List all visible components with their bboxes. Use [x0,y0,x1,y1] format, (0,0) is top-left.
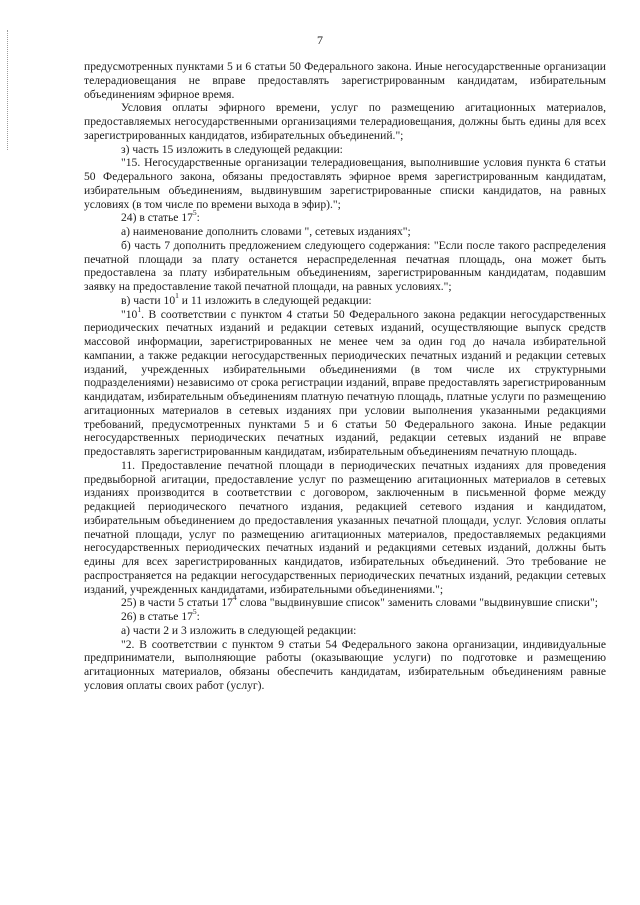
paragraph-13: а) части 2 и 3 изложить в следующей редакции: [121,623,357,637]
paragraph-1: предусмотренных пунктами 5 и 6 статьи 50 Федерального закона. Иные негосударственные организации телерадиовещания не вправе предоставлять зарегистрированным кандидатам, избирательным объединениям эфирное время. [84,60,606,101]
paragraph-11: 25) в части 5 статьи $17^4$ слова "выдвинувшие список" заменить словами "выдвинувшие списки"; [121,593,598,610]
page-number: 7 [317,33,323,47]
paragraph-3: з) часть 15 изложить в следующей редакции: [121,142,343,156]
paragraph-7: б) часть 7 дополнить предложением следующего содержания: "Если после такого распределения печатной площади за плату останется нераспределенная печатная площадь, она может быть предоставлена за плату избирательным объединениям, зарегистрированным кандидатам, подавшим заявку на предоставление такой печатной площади, на равных условиях."; [84,238,606,293]
paragraph-12: 26) в статье $17^5$: [121,607,200,623]
paragraph-2: Условия оплаты эфирного времени, услуг по размещению агитационных материалов, предоставляемых негосударственными организациями телерадиовещания, должны быть едины для всех зарегистрированных кандидатов, избирательных объединений."; [84,101,606,142]
paragraph-8: в) части $10^1$ и 11 изложить в следующей редакции: [121,290,372,307]
document-body [84,60,606,693]
paragraph-14: "2. В соответствии с пунктом 9 статьи 54 Федерального закона организации, индивидуальные предприниматели, выполняющие работы (оказывающие услуги) по подготовке и размещению агитационных материалов, обязаны обеспечить кандидатам, избирательным объединениям равные условия оплаты своих работ (услуг). [84,637,606,692]
paragraph-6: а) наименование дополнить словами ", сетевых изданиях"; [121,225,411,238]
paragraph-10: 11. Предоставление печатной площади в периодических печатных изданиях для проведения предвыборной агитации, предоставление услуг по размещению агитационных материалов в сетевых изданиях производится в соответствии с договором, заключенным в письменной форме между редакцией периодического печатного издания, редакцией сетевого издания и кандидатом, избирательным объединением до предоставления указанных печатной площади, услуг. Условия оплаты печатной площади, услуг по размещению агитационных материалов, предоставляемых редакциями негосударственных периодических печатных изданий и редакциями сетевых изданий, должны быть едины для всех зарегистрированных кандидатов, избирательных объединений. Это требование не распространяется на редакции негосударственных периодических печатных изданий, редакции сетевых изданий, учрежденных кандидатами, избирательными объединениями."; [84,458,606,596]
margin-dots [7,30,9,150]
paragraph-9: "$10^1$. В соответствии с пунктом 4 статьи 50 Федерального закона редакции негосударственных периодических печатных изданий и редакции сетевых изданий, осуществляющие выпуск средств массовой информации, зарегистрированных не менее чем за один год до начала избирательной кампании, а также редакции негосударственных периодических печатных изданий и редакции сетевых изданий, учрежденных избирательными объединениями (в том числе их структурными подразделениями) независимо от срока регистрации изданий, вправе предоставлять зарегистрированным кандидатам, избирательным объединениям платную печатную площадь, платные услуги по размещению агитационных материалов в сетевых изданиях при условии выполнения указанными редакциями требований, предусмотренных пунктами 5 и 6 статьи 50 Федерального закона. Иные редакции негосударственных периодических печатных изданий, редакции сетевых изданий не вправе предоставлять зарегистрированным кандидатам, избирательным объединениям печатную площадь. [84,304,606,458]
paragraph-5: 24) в статье $17^5$: [121,208,200,225]
paragraph-4: "15. Негосударственные организации телерадиовещания, выполнившие условия пункта 6 статьи 50 Федерального закона, обязаны предоставлять эфирное время зарегистрированным кандидатам, избирательным объединениям, выдвинувшим зарегистрированные списки кандидатов, на равных условиях (в том числе по времени выхода в эфир)."; [84,156,606,211]
